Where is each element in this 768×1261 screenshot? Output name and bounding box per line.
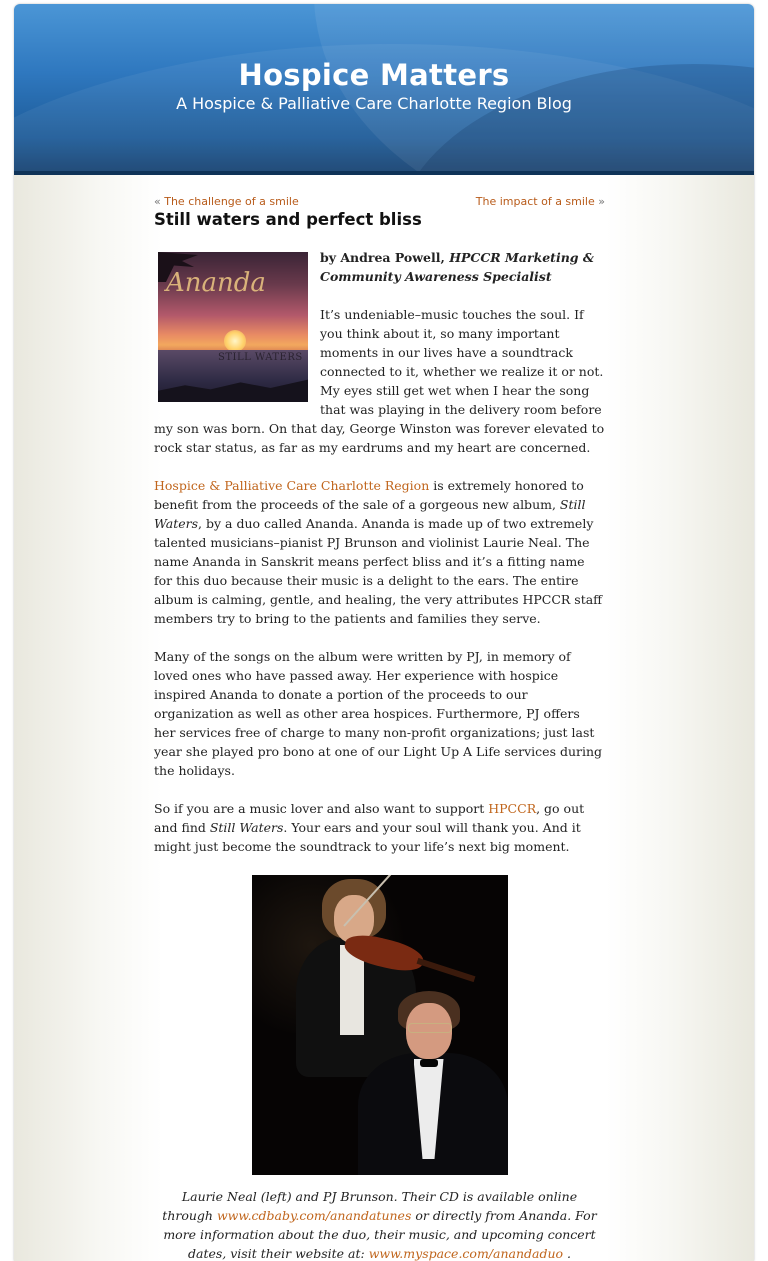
next-arrow: » — [598, 195, 605, 208]
paragraph-1: It’s undeniable–music touches the soul. If you think about it, so many important moments in our lives have a soundtrack connected to it, whether we realize it or not. My eyes still get wet when I hear the song that was playing in the delivery room before my son was born. On that day, George Winston was forever elevated to rock star status, as far as my eardrums and my heart are concerned. — [154, 307, 605, 455]
blog-header — [14, 4, 754, 175]
caption-text: . — [563, 1246, 572, 1261]
album-cover-image[interactable] — [158, 252, 308, 402]
caption-text: Laurie Neal (left) and PJ Brunson. Their CD is available online through — [162, 1189, 578, 1223]
pianist-bow-tie — [420, 1059, 438, 1067]
hpccr-short-link[interactable]: HPCCR — [488, 801, 537, 816]
album-name: Still Waters — [154, 497, 586, 531]
duo-photo-image[interactable] — [252, 875, 508, 1175]
post-title: Still waters and perfect bliss — [154, 210, 422, 229]
paragraph-4-text: . Your ears and your soul will thank you. And it might just become the soundtrack to your life’s next big moment. — [154, 820, 581, 854]
next-post-link[interactable]: The impact of a smile — [475, 195, 595, 208]
paragraph-4-text: So if you are a music lover and also want to support — [154, 801, 489, 816]
blog-description: A Hospice & Palliative Care Charlotte Region Blog — [176, 94, 572, 113]
paragraph-2-text: , by a duo called Ananda. Ananda is made up of two extremely talented musicians–pianist PJ Brunson and violinist Laurie Neal. The name Ananda in Sanskrit means perfect bliss and it’s a fitting name for this duo because their music is a delight to the ears. The entire album is calming, gentle, and healing, the very attributes HPCCR staff members try to bring to the patients and families they serve. — [154, 516, 603, 626]
duo-photo-container — [154, 875, 605, 1175]
violin-neck — [416, 958, 475, 982]
photo-caption — [154, 1187, 605, 1261]
caption-text: or directly from Ananda. For more information about the duo, their music, and upcoming concert dates, visit their website at: — [163, 1208, 597, 1261]
blog-title-link[interactable]: Hospice Matters — [238, 58, 510, 92]
paragraph-4-text: , go out and find — [154, 801, 585, 835]
paragraph-2-text: is extremely honored to benefit from the proceeds of the sale of a gorgeous new album, — [154, 478, 584, 512]
album-name: Still Waters — [209, 820, 284, 835]
hpccr-link[interactable]: Hospice & Palliative Care Charlotte Region — [154, 478, 430, 493]
pianist-glasses — [408, 1023, 452, 1033]
post-entry — [154, 248, 605, 1261]
album-artist-name: Ananda — [166, 268, 266, 298]
blog-frame — [14, 4, 754, 1261]
album-title: STILL WATERS — [218, 352, 303, 363]
byline-role: HPCCR Marketing & Community Awareness Specialist — [320, 250, 595, 284]
previous-arrow: « — [154, 195, 161, 208]
myspace-link[interactable]: www.myspace.com/anandaduo — [368, 1246, 564, 1261]
cdbaby-link[interactable]: www.cdbaby.com/anandatunes — [216, 1208, 412, 1223]
byline-author: by Andrea Powell, — [320, 250, 445, 265]
paragraph-3: Many of the songs on the album were written by PJ, in memory of loved ones who have passed away. Her experience with hospice inspired Ananda to donate a portion of the proceeds to our organization as well as other area hospices. Furthermore, PJ offers her services free of charge to many non-profit organizations; just last year she played pro bono at one of our Light Up A Life services during the holidays. — [154, 649, 603, 778]
previous-post-link[interactable]: The challenge of a smile — [164, 195, 299, 208]
paragraph-4 — [154, 799, 605, 856]
paragraph-2 — [154, 476, 605, 628]
